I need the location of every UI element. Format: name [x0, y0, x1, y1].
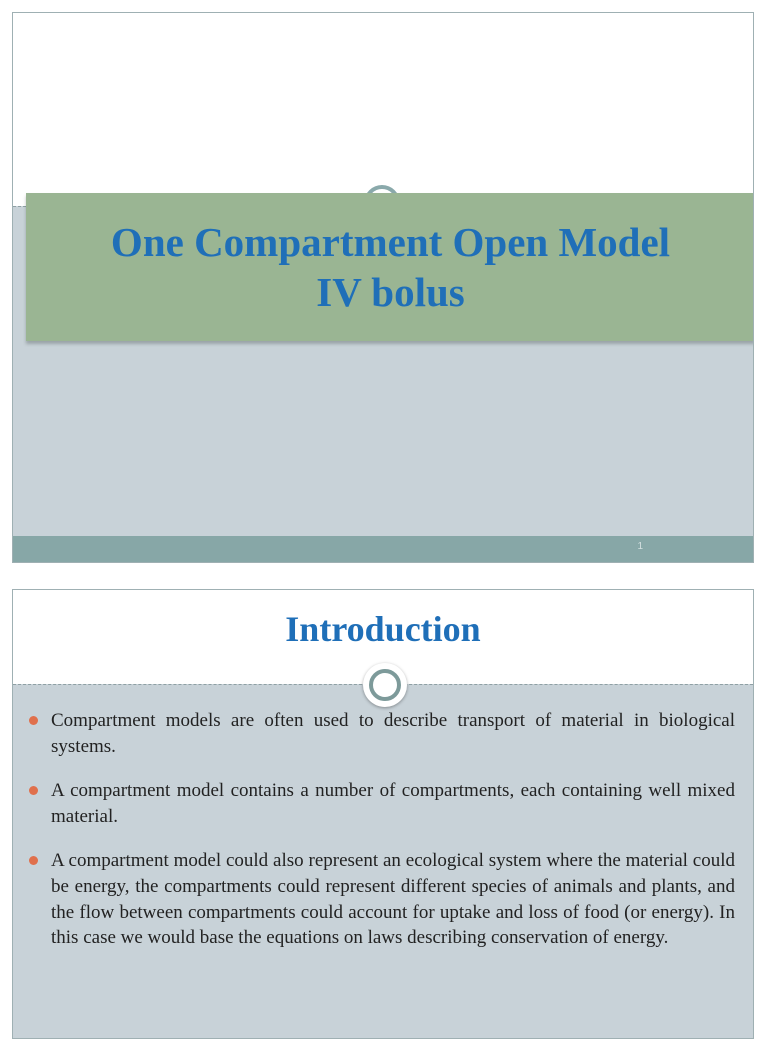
slide-title-line-2: IV bolus: [316, 269, 465, 315]
bullet-text: Compartment models are often used to describe transport of material in biological systems.: [51, 710, 735, 757]
bullet-dot-icon: [29, 716, 38, 725]
bullet-dot-icon: [29, 786, 38, 795]
bullet-text: A compartment model contains a number of compartments, each containing well mixed material.: [51, 780, 735, 827]
title-box: [26, 193, 754, 341]
page-title: Introduction: [285, 609, 481, 649]
slide-1: [12, 12, 754, 563]
bullet-dot-icon: [29, 856, 38, 865]
slide-1-footer-bar: [13, 536, 753, 563]
decorative-ring-icon: [369, 669, 401, 701]
bullet-text: A compartment model could also represent an ecological system where the material could be energy, the compartments could represent different species of animals and plants, and the flow between compartments could account for uptake and loss of food (or energy). In this case we would base the equations on laws describing conservation of energy.: [51, 850, 735, 949]
list-item: [27, 848, 735, 950]
slide-2: [12, 589, 754, 1039]
slide-title-line-1: One Compartment Open Model: [110, 219, 671, 265]
slide-1-header-area: [13, 13, 753, 206]
decorative-circle-icon: [363, 663, 407, 707]
list-item: [27, 708, 735, 759]
list-item: [27, 778, 735, 829]
page-number: 1: [637, 541, 643, 552]
bullet-list: [27, 708, 735, 970]
